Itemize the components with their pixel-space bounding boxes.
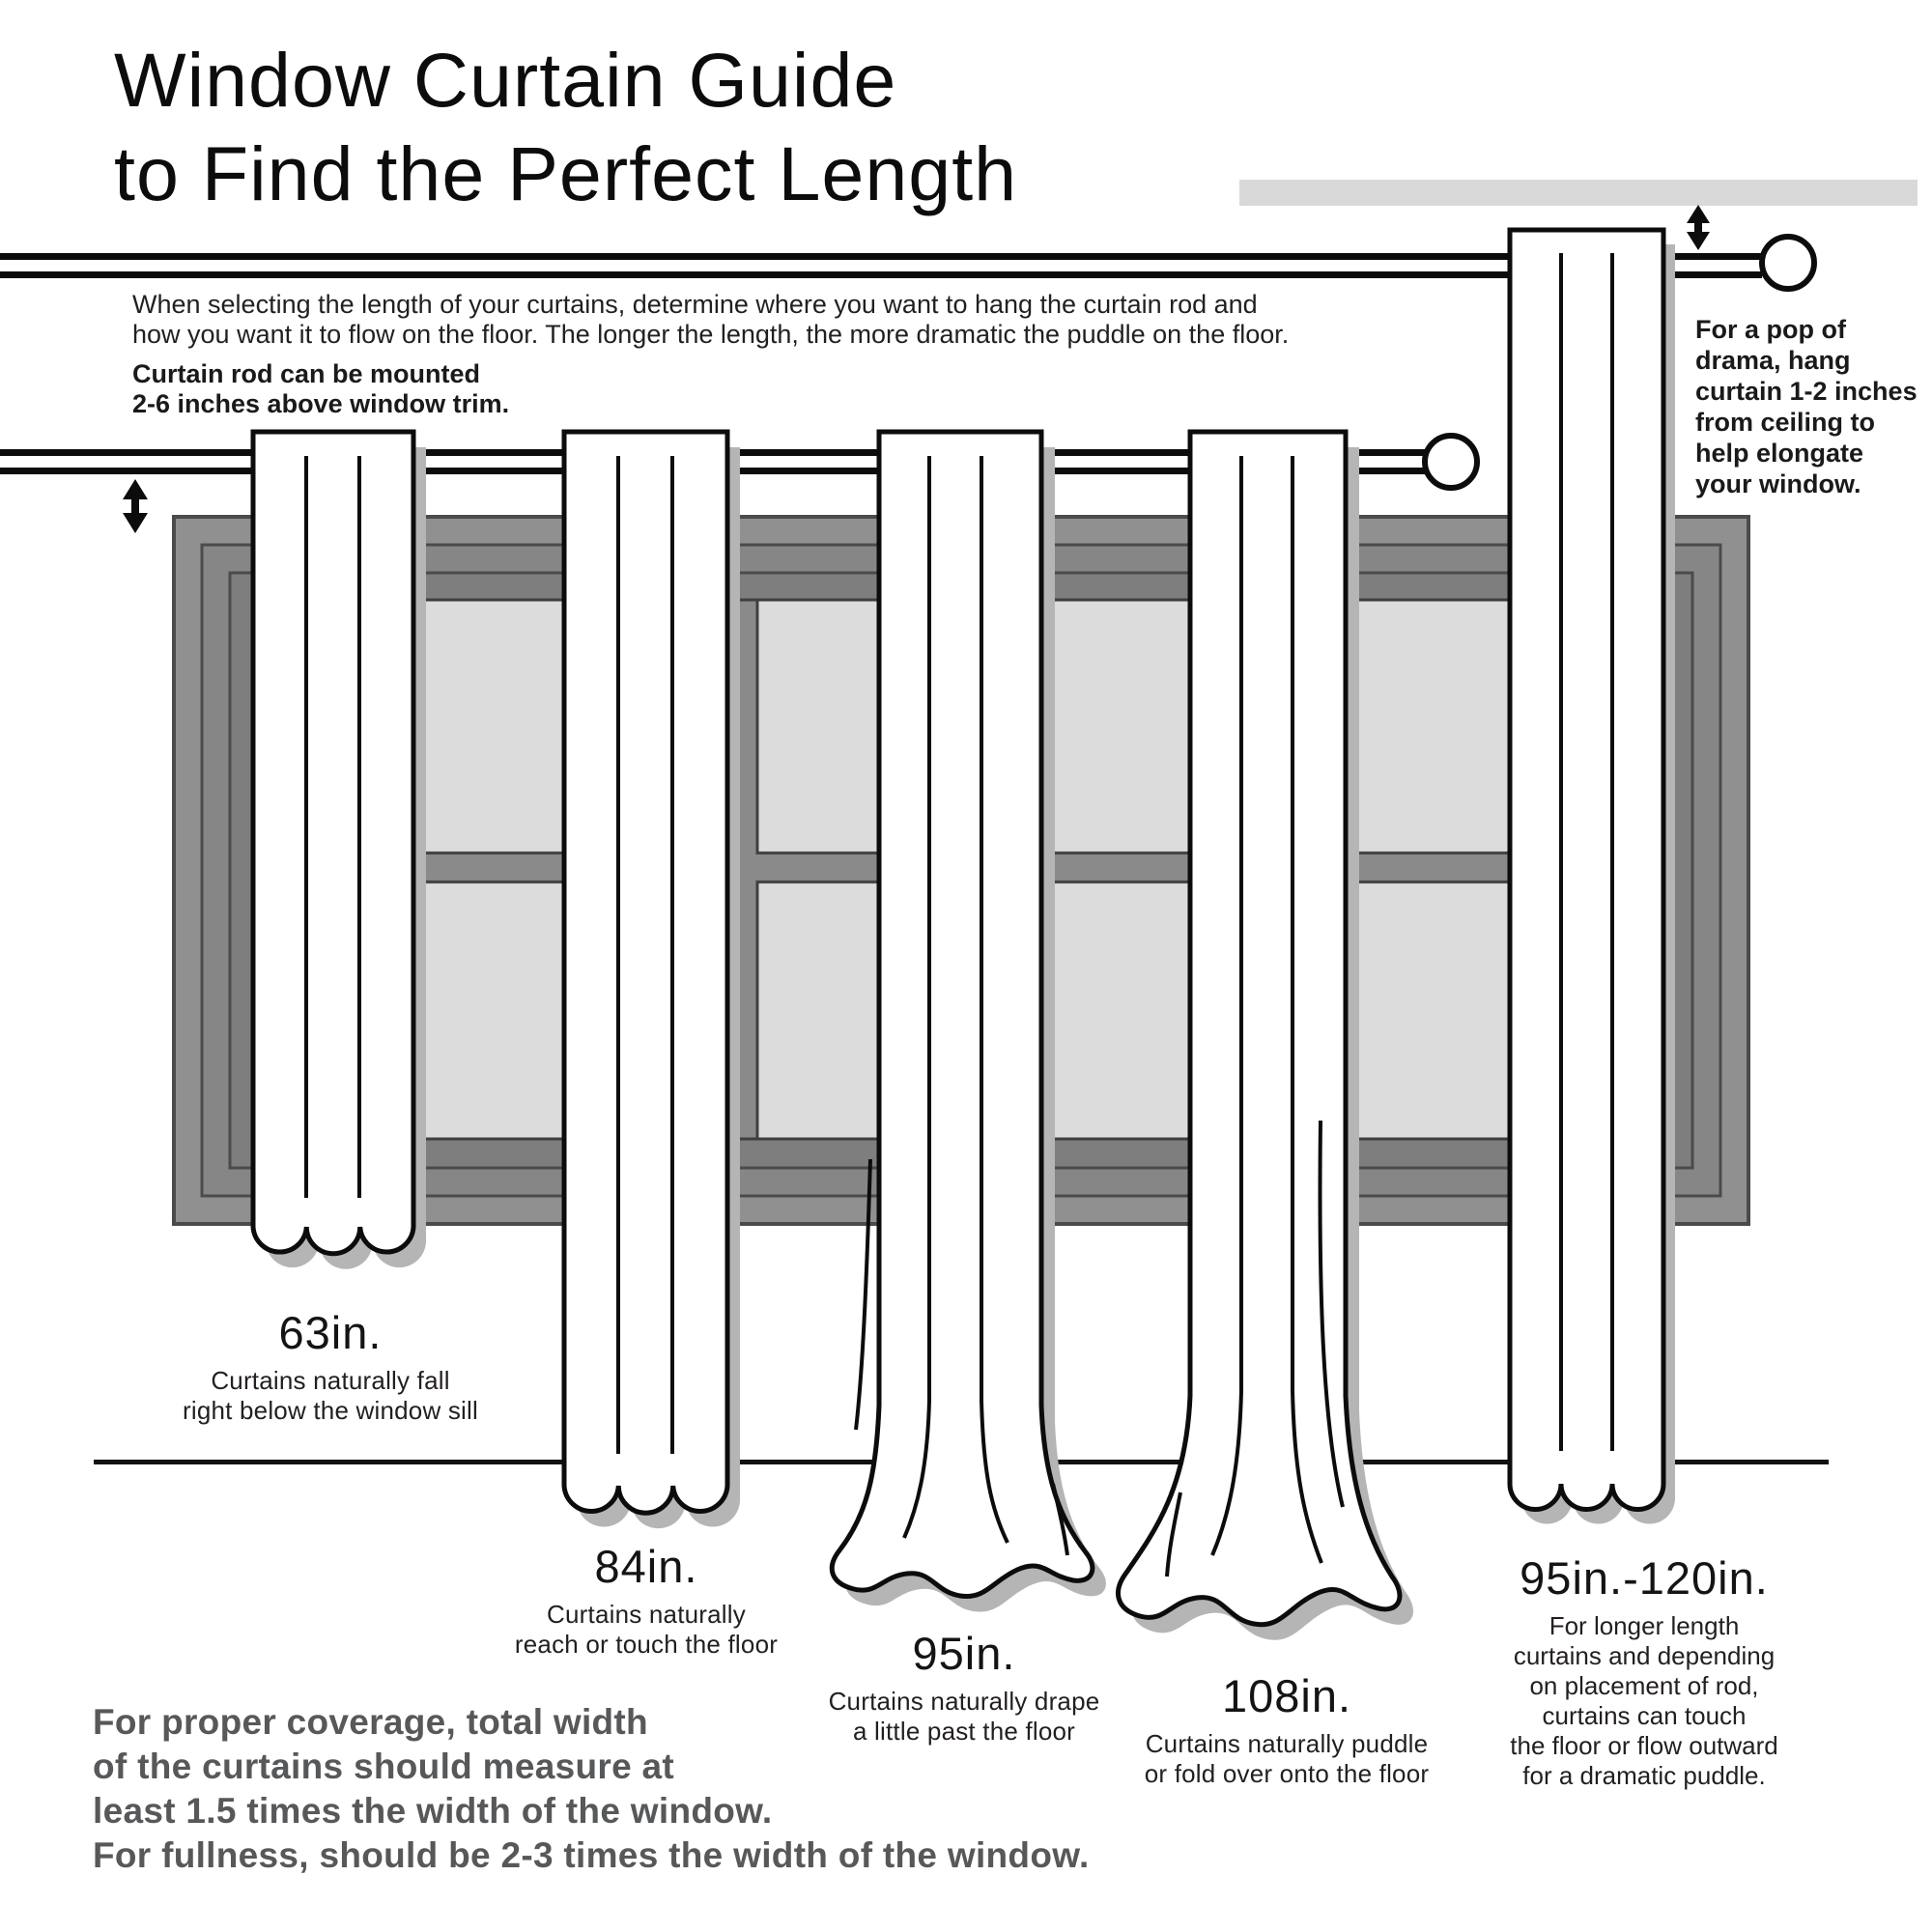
footer-line: of the curtains should measure at bbox=[93, 1747, 675, 1786]
ceiling-note-line: your window. bbox=[1695, 469, 1861, 498]
ceiling-bar bbox=[1239, 180, 1918, 206]
length-size: 108in. bbox=[1221, 1670, 1352, 1721]
label-84in bbox=[477, 1540, 815, 1660]
ceiling-note-line: curtain 1-2 inches bbox=[1695, 377, 1918, 406]
label-63in bbox=[161, 1306, 499, 1426]
curtain-84in bbox=[564, 432, 740, 1528]
intro-text bbox=[132, 290, 1289, 350]
ceiling-note-line: drama, hang bbox=[1695, 346, 1851, 375]
rod-mount-note bbox=[132, 359, 509, 419]
footer-line: least 1.5 times the width of the window. bbox=[93, 1791, 773, 1831]
title-line: to Find the Perfect Length bbox=[114, 130, 1018, 216]
rod-finial-icon bbox=[1425, 436, 1477, 488]
length-desc: Curtains naturally puddle or fold over onto the floor bbox=[1144, 1729, 1430, 1788]
curtain-95-120in bbox=[1510, 230, 1675, 1524]
length-desc: For longer length curtains and depending on placement of rod, curtains can touch the floor or flow outward for a dramatic puddle. bbox=[1510, 1611, 1778, 1790]
ceiling-gap-arrow-icon bbox=[1687, 205, 1710, 250]
page-title bbox=[114, 33, 1017, 220]
length-size: 95in.-120in. bbox=[1520, 1552, 1769, 1604]
intro-line: When selecting the length of your curtains, determine where you want to hang the curtain rod and bbox=[132, 290, 1258, 319]
ceiling-note-line: from ceiling to bbox=[1695, 408, 1876, 437]
length-size: 63in. bbox=[278, 1307, 383, 1358]
length-desc: Curtains naturally fall right below the window sill bbox=[183, 1366, 478, 1425]
length-desc: Curtains naturally drape a little past the floor bbox=[828, 1687, 1100, 1746]
footer-line: For proper coverage, total width bbox=[93, 1702, 648, 1742]
ceiling-note bbox=[1695, 314, 1927, 499]
footer-note bbox=[93, 1700, 1090, 1878]
length-size: 95in. bbox=[912, 1628, 1016, 1679]
ceiling-note-line: For a pop of bbox=[1695, 315, 1846, 344]
label-108in bbox=[1113, 1669, 1461, 1789]
rod-note-line: Curtain rod can be mounted bbox=[132, 359, 481, 388]
curtain-63in bbox=[253, 432, 426, 1269]
title-line: Window Curtain Guide bbox=[114, 37, 897, 123]
ceiling-note-line: help elongate bbox=[1695, 439, 1864, 468]
footer-line: For fullness, should be 2-3 times the width of the window. bbox=[93, 1835, 1090, 1875]
rod-note-line: 2-6 inches above window trim. bbox=[132, 389, 510, 418]
intro-line: how you want it to flow on the floor. The longer the length, the more dramatic the puddle on the floor. bbox=[132, 320, 1290, 349]
length-size: 84in. bbox=[594, 1541, 698, 1592]
length-desc: Curtains naturally reach or touch the floor bbox=[514, 1600, 779, 1659]
rod-finial-icon bbox=[1762, 237, 1814, 289]
label-95-120in bbox=[1476, 1551, 1812, 1791]
mount-height-arrow-icon bbox=[123, 479, 148, 533]
